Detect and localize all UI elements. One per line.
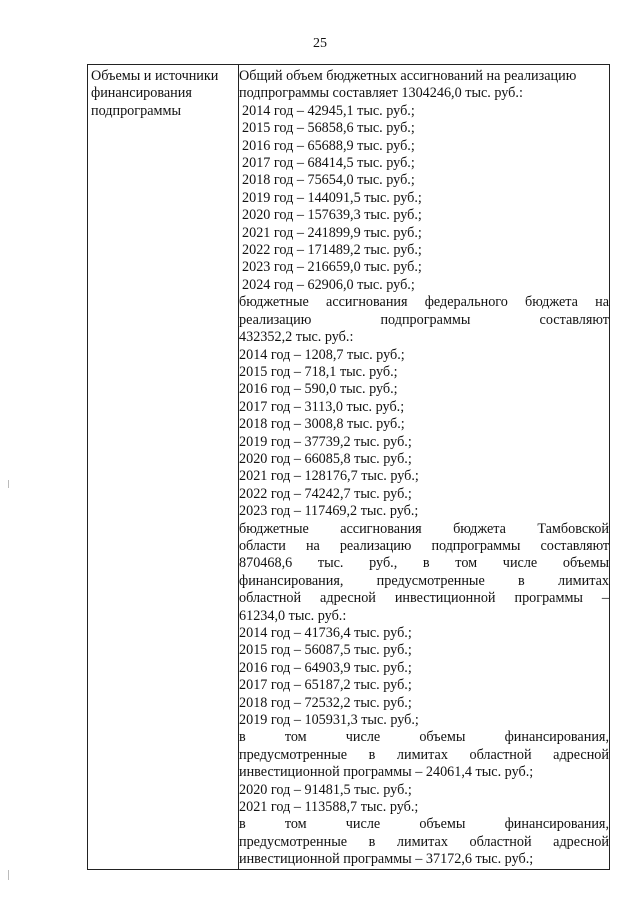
content-line: предусмотренные в лимитах областной адресной xyxy=(239,746,609,763)
content-line: 2019 год – 105931,3 тыс. руб.; xyxy=(239,712,419,729)
content-line: 2018 год – 75654,0 тыс. руб.; xyxy=(242,172,415,189)
label-cell-text xyxy=(88,65,238,120)
content-line: области на реализацию подпрограммы составляют xyxy=(239,537,609,554)
content-line: в том числе объемы финансирования, xyxy=(239,729,609,746)
content-line: инвестиционной программы – 24061,4 тыс. руб.; xyxy=(239,764,534,781)
scan-edge-mark xyxy=(8,480,9,488)
content-line: 2018 год – 72532,2 тыс. руб.; xyxy=(239,694,412,711)
content-line: 2021 год – 241899,9 тыс. руб.; xyxy=(242,224,422,241)
content-line: 2021 год – 113588,7 тыс. руб.; xyxy=(239,799,419,816)
label-line: подпрограммы xyxy=(91,102,181,119)
content-line: 2017 год – 3113,0 тыс. руб.; xyxy=(239,398,405,415)
content-line: 2024 год – 62906,0 тыс. руб.; xyxy=(242,276,415,293)
content-line: 61234,0 тыс. руб.: xyxy=(239,607,347,624)
content-line: 2014 год – 42945,1 тыс. руб.; xyxy=(242,102,415,119)
content-line: 2015 год – 718,1 тыс. руб.; xyxy=(239,363,398,380)
content-line: в том числе объемы финансирования, xyxy=(239,816,609,833)
content-line: областной адресной инвестиционной программы – xyxy=(239,590,609,607)
content-line: 2019 год – 144091,5 тыс. руб.; xyxy=(242,189,422,206)
content-line: 2022 год – 171489,2 тыс. руб.; xyxy=(242,242,422,259)
scan-edge-mark xyxy=(8,870,9,880)
content-line: реализацию подпрограммы составляют xyxy=(239,311,609,328)
content-line: 2020 год – 157639,3 тыс. руб.; xyxy=(242,207,422,224)
content-line: 2023 год – 117469,2 тыс. руб.; xyxy=(239,503,419,520)
content-line: 2019 год – 37739,2 тыс. руб.; xyxy=(239,433,412,450)
content-line: 2016 год – 65688,9 тыс. руб.; xyxy=(242,137,415,154)
content-line: 2020 год – 66085,8 тыс. руб.; xyxy=(239,450,412,467)
table-row xyxy=(88,65,610,870)
content-line: бюджетные ассигнования бюджета Тамбовской xyxy=(239,520,609,537)
label-cell xyxy=(88,65,239,870)
content-line: 2020 год – 91481,5 тыс. руб.; xyxy=(239,781,412,798)
content-line: 2022 год – 74242,7 тыс. руб.; xyxy=(239,485,412,502)
content-line: 870468,6 тыс. руб., в том числе объемы xyxy=(239,555,609,572)
content-line: 2016 год – 64903,9 тыс. руб.; xyxy=(239,659,412,676)
content-line: финансирования, предусмотренные в лимитах xyxy=(239,572,609,589)
content-line: 2017 год – 68414,5 тыс. руб.; xyxy=(242,155,415,172)
content-cell xyxy=(239,65,610,870)
content-line: 2023 год – 216659,0 тыс. руб.; xyxy=(242,259,422,276)
content-line: подпрограммы составляет 1304246,0 тыс. руб.: xyxy=(239,85,523,102)
content-line: 2014 год – 41736,4 тыс. руб.; xyxy=(239,625,412,641)
content-line: 2016 год – 590,0 тыс. руб.; xyxy=(239,381,398,398)
content-line: бюджетные ассигнования федерального бюджета на xyxy=(239,294,609,311)
content-line: 2014 год – 1208,7 тыс. руб.; xyxy=(239,346,405,363)
content-line: 2015 год – 56087,5 тыс. руб.; xyxy=(239,642,412,659)
content-line: Общий объем бюджетных ассигнований на реализацию xyxy=(239,68,577,84)
content-line: 2015 год – 56858,6 тыс. руб.; xyxy=(242,120,415,137)
content-line: 2021 год – 128176,7 тыс. руб.; xyxy=(239,468,419,485)
label-line: Объемы и источники xyxy=(91,68,219,84)
content-line: 432352,2 тыс. руб.: xyxy=(239,329,354,346)
content-line: инвестиционной программы – 37172,6 тыс. руб.; xyxy=(239,851,534,868)
content-line: предусмотренные в лимитах областной адресной xyxy=(239,833,609,850)
page-number: 25 xyxy=(313,36,327,51)
content-line: 2017 год – 65187,2 тыс. руб.; xyxy=(239,677,412,694)
subprogram-financing-table xyxy=(87,64,610,870)
label-line: финансирования xyxy=(91,85,192,102)
content-line: 2018 год – 3008,8 тыс. руб.; xyxy=(239,416,405,433)
